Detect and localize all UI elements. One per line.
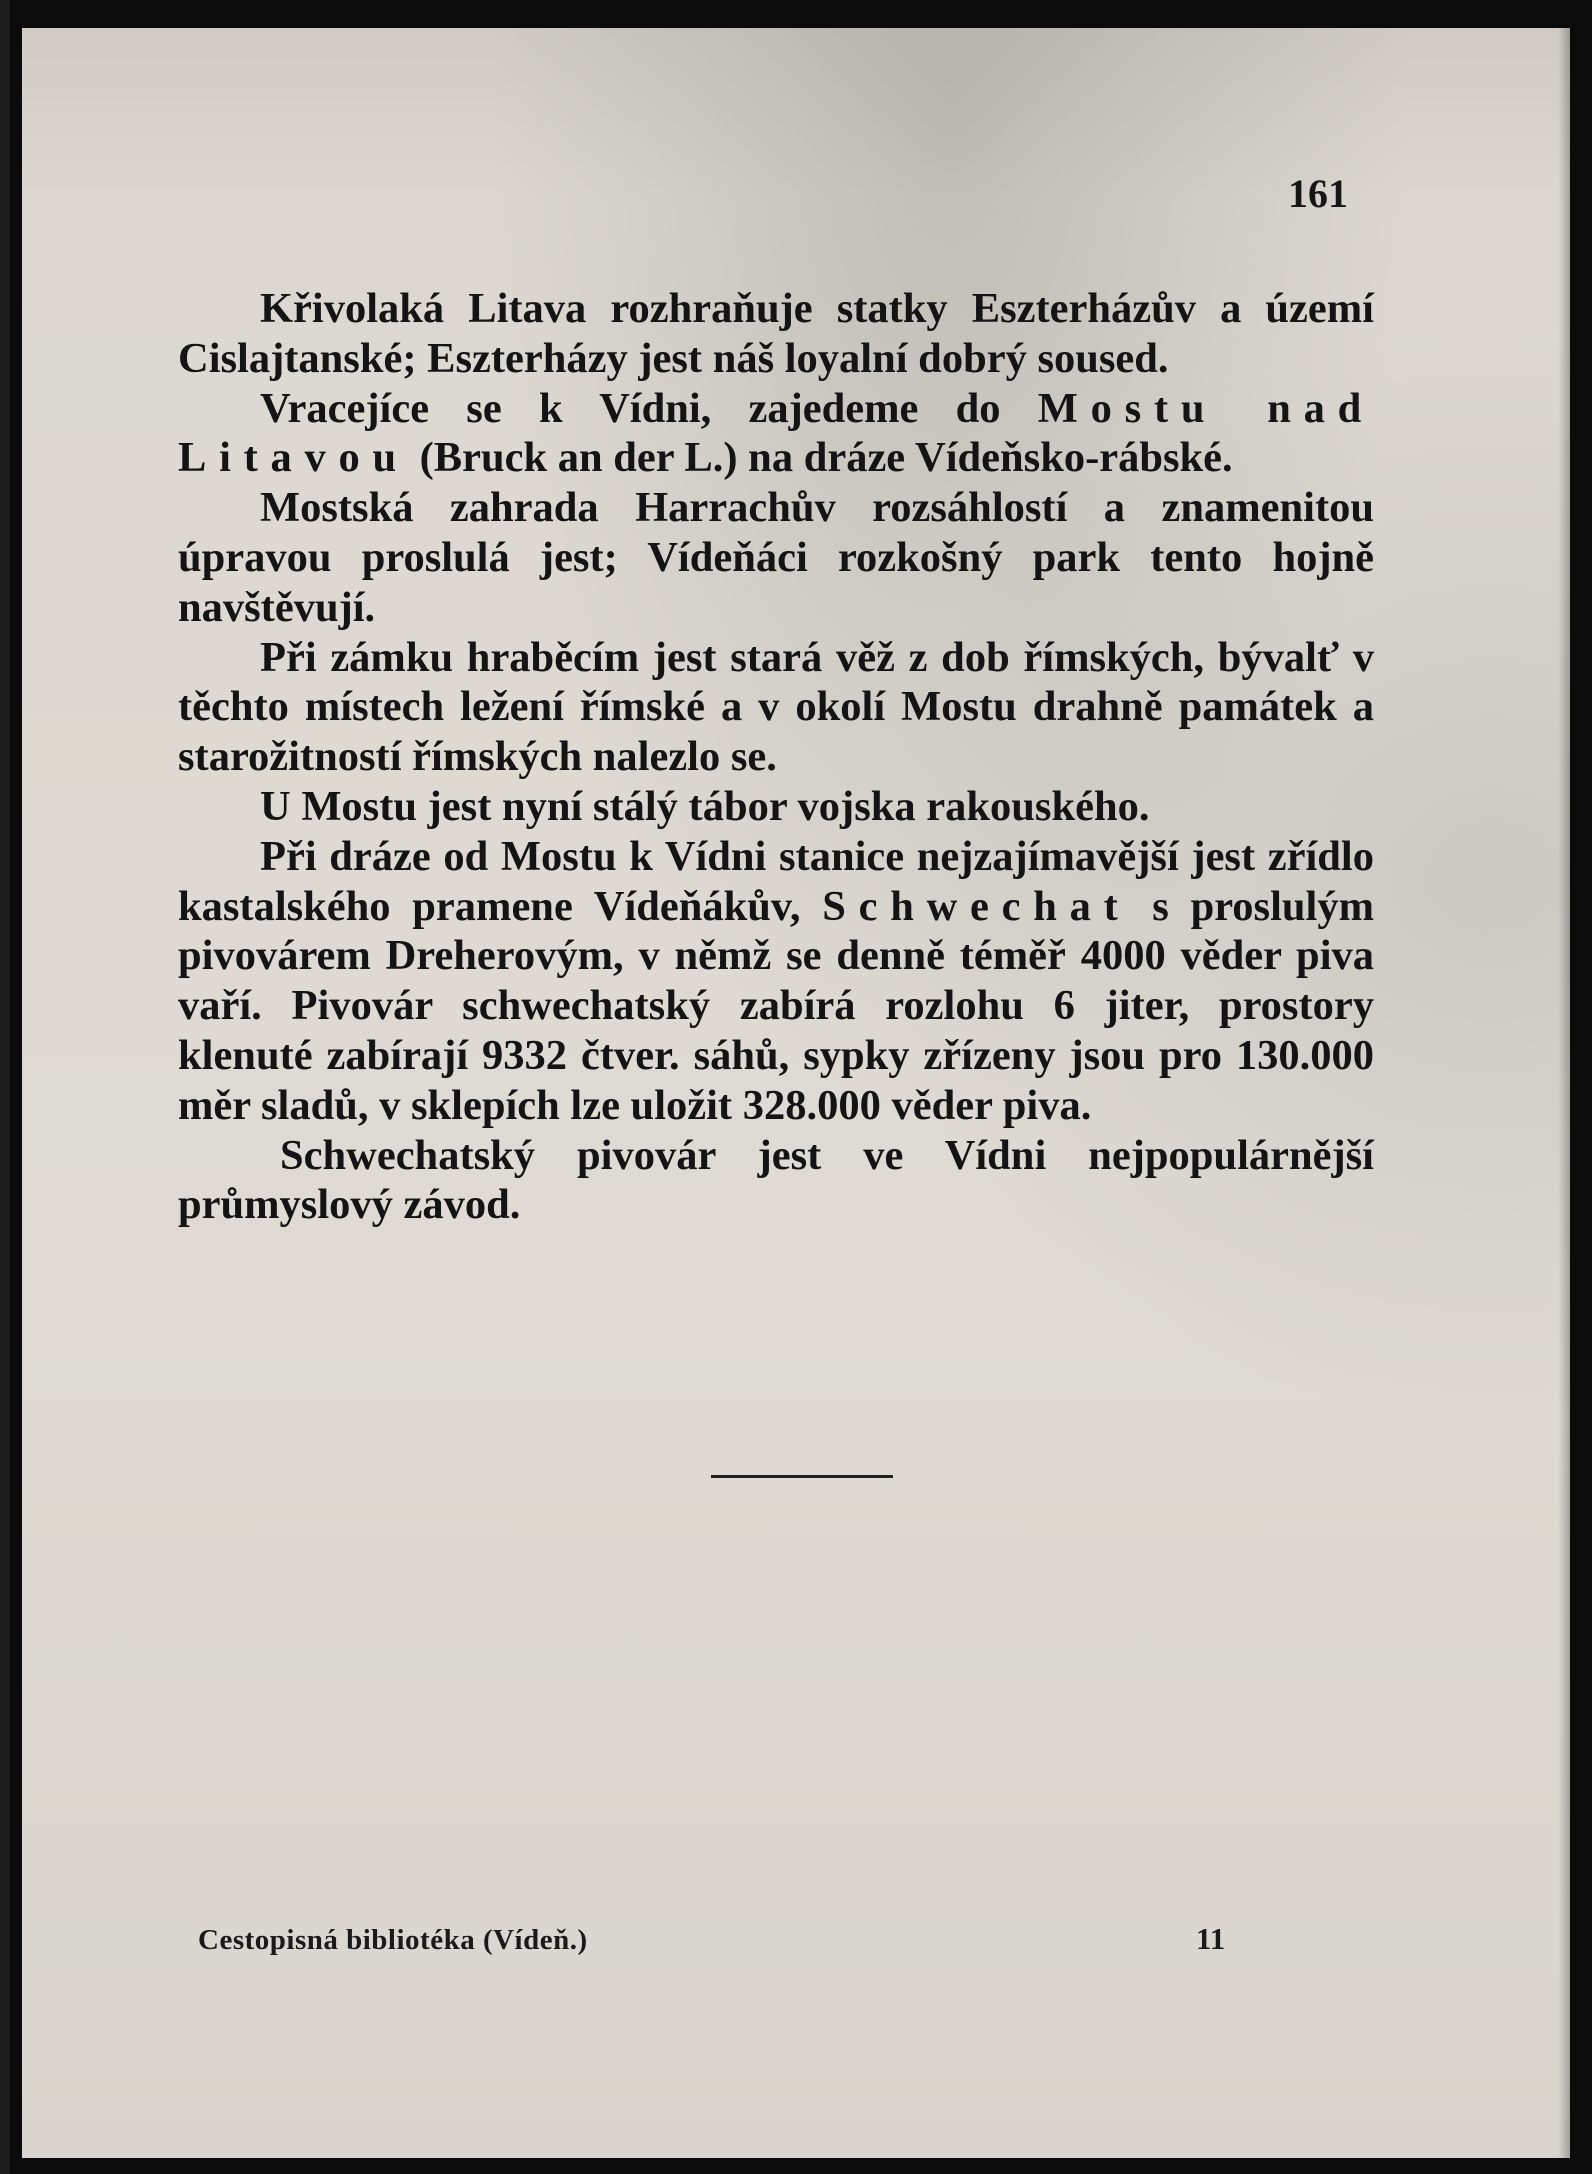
page-number: 161 bbox=[1288, 171, 1348, 216]
paragraph-litava bbox=[178, 284, 1374, 384]
paragraph-text: (Bruck an der L.) na dráze Vídeňsko-rábské. bbox=[408, 434, 1233, 482]
spaced-place-name: Schwechat bbox=[822, 882, 1131, 930]
paragraph-pivovar bbox=[178, 1131, 1374, 1231]
section-divider bbox=[711, 1475, 893, 1478]
paragraph-text: Mostská zahrada Harrachův rozsáhlostí a znamenitou úpravou proslulá jest; Vídeňáci rozkošný park tento hojně navštěvují. bbox=[178, 484, 1374, 631]
paragraph-text: s proslulým pivovárem Dreherovým, v němž se denně téměř 4000 věder piva vaří. Pivovár schwechatský zabírá rozlohu 6 jiter, prostory klenuté zabírají 9332 čtver. sáhů, sypky zřízeny jsou pro 130.000 měr sladů, v sklepích lze uložit 328.000 věder piva. bbox=[178, 882, 1374, 1129]
book-page bbox=[22, 28, 1570, 2158]
paragraph-zahrada bbox=[178, 483, 1374, 632]
page-edge-shadow bbox=[1558, 28, 1570, 2158]
paragraph-most-nad-litavou bbox=[178, 384, 1374, 484]
paragraph-text: Při dráze od Mostu k Vídni stanice nejzajímavější jest zřídlo kastalského pramene Vídeňákův, bbox=[178, 832, 1374, 930]
scan-left-edge bbox=[0, 0, 10, 2174]
paragraph-zamek bbox=[178, 633, 1374, 782]
paragraph-text: Křivolaká Litava rozhraňuje statky Eszterházův a území Cislajtanské; Eszterházy jest náš loyalní dobrý soused. bbox=[178, 285, 1374, 382]
footer-imprint: Cestopisná bibliotéka (Vídeň.) bbox=[198, 1924, 588, 1956]
signature-mark: 11 bbox=[1196, 1921, 1226, 1956]
paragraph-text: Schwechatský pivovár jest ve Vídni nejpopulárnější průmyslový závod. bbox=[178, 1131, 1374, 1229]
paragraph-tabor bbox=[178, 782, 1374, 832]
paragraph-text: Při zámku hraběcím jest stará věž z dob římských, bývalť v těchto místech ležení římské a v okolí Mostu drahně památek a starožitností římských nalezlo se. bbox=[178, 633, 1374, 781]
spaced-place-name: Mostu nad Litavou bbox=[178, 384, 1375, 482]
body-text bbox=[178, 284, 1374, 1230]
paragraph-schwechat bbox=[178, 832, 1374, 1131]
paragraph-text: U Mostu jest nyní stálý tábor vojska rakouského. bbox=[260, 782, 1150, 830]
paragraph-text: Vracejíce se k Vídni, zajedeme do bbox=[260, 384, 1038, 432]
